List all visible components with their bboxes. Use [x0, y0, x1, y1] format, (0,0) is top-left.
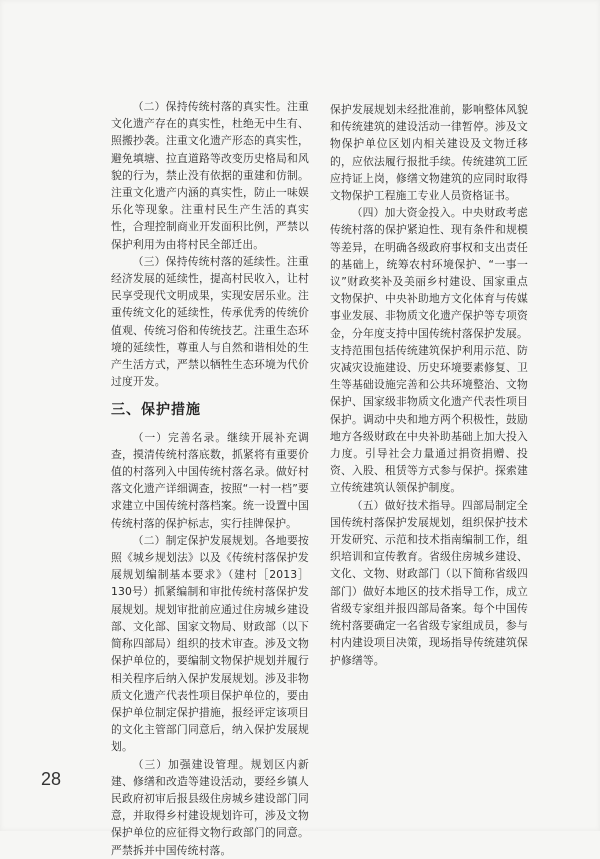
paragraph-technical-guidance: （五）做好技术指导。四部局制定全国传统村落保护发展规划，组织保护技术开发研究、示范和技术指南编制工作，组织培训和宣传教育。省级住房城乡建设、文化、文物、财政部门（以下简称省级四部门）做好本地区的技术指导工作，成立省级专家组并报四部局备案。每个中国传统村落要确定一名省级专家组成员，参与村内建设项目决策，现场指导传统建筑保护修缮等。 [330, 498, 528, 667]
paragraph-construction-management: （三）加强建设管理。规划区内新建、修缮和改造等建设活动，要经乡镇人民政府初审后报县级住房城乡建设部门同意，并取得乡村建设规划许可，涉及文物保护单位的应征得文物行政部门的同意。严禁拆并中国传统村落。 [111, 757, 309, 857]
paragraph-construction-continued: 保护发展规划未经批准前，影响整体风貌和传统建筑的建设活动一律暂停。涉及文物保护单位区划内相关建设及文物迁移的，应依法履行报批手续。传统建筑工匠应持证上岗，修缮文物建筑的应同时取得文物保护工程施工专业人员资格证书。 [330, 103, 528, 203]
paragraph-funding: （四）加大资金投入。中央财政考虑传统村落的保护紧迫性、现有条件和规模等差异，在明确各级政府事权和支出责任的基础上，统筹农村环境保护、“一事一议”财政奖补及美丽乡村建设、国家重点文物保护、中央补助地方文化体育与传媒事业发展、非物质文化遗产保护等专项资金，分年度支持中国传统村落保护发展。支持范围包括传统建筑保护利用示范、防灾减灾设施建设、历史环境要素修复、卫生等基础设施完善和公共环境整治、文物保护、国家级非物质文化遗产代表性项目保护。调动中央和地方两个积极性，鼓励地方各级财政在中央补助基础上加大投入力度。引导社会力量通过捐资捐赠、投资、入股、租赁等方式参与保护。探索建立传统建筑认领保护制度。 [330, 206, 528, 495]
section-heading: 三、保护措施 [111, 402, 201, 419]
paragraph-directory: （一）完善名录。继续开展补充调查，摸清传统村落底数，抓紧将有重要价值的村落列入中国传统村落名录。做好村落文化遗产详细调查，按照“一村一档”要求建立中国传统村落档案。统一设置中国传统村落的保护标志，实行挂牌保护。 [111, 430, 309, 530]
page-number: 28 [41, 769, 62, 789]
paragraph-planning: （二）制定保护发展规划。各地要按照《城乡规划法》以及《传统村落保护发展规划编制基本要求》（建村［2013］130号）抓紧编制和审批传统村落保护发展规划。规划审批前应通过住房城乡建设部、文化部、国家文物局、财政部（以下简称四部局）组织的技术审查。涉及文物保护单位的，要编制文物保护规划并履行相关程序后纳入保护发展规划。涉及非物质文化遗产代表性项目保护单位的，要由保护单位制定保护措施，报经评定该项目的文化主管部门同意后，纳入保护发展规划。 [111, 533, 309, 754]
left-column [111, 98, 309, 859]
paragraph-continuity: （三）保持传统村落的延续性。注重经济发展的延续性，提高村民收入，让村民享受现代文明成果，实现安居乐业。注重传统文化的延续性，传承优秀的传统价值观、传统习俗和传统技艺。注重生态环境的延续性，尊重人与自然和谐相处的生产生活方式，严禁以牺牲生态环境为代价过度开发。 [111, 254, 309, 389]
right-column [330, 101, 528, 669]
paragraph-authenticity: （二）保持传统村落的真实性。注重文化遗产存在的真实性，杜绝无中生有、照搬抄袭。注重文化遗产形态的真实性，避免填塘、拉直道路等改变历史格局和风貌的行为，禁止没有依据的重建和仿制。注重文化遗产内涵的真实性，防止一味娱乐化等现象。注重村民生产生活的真实性，合理控制商业开发面积比例，严禁以保护利用为由将村民全部迁出。 [111, 100, 309, 251]
